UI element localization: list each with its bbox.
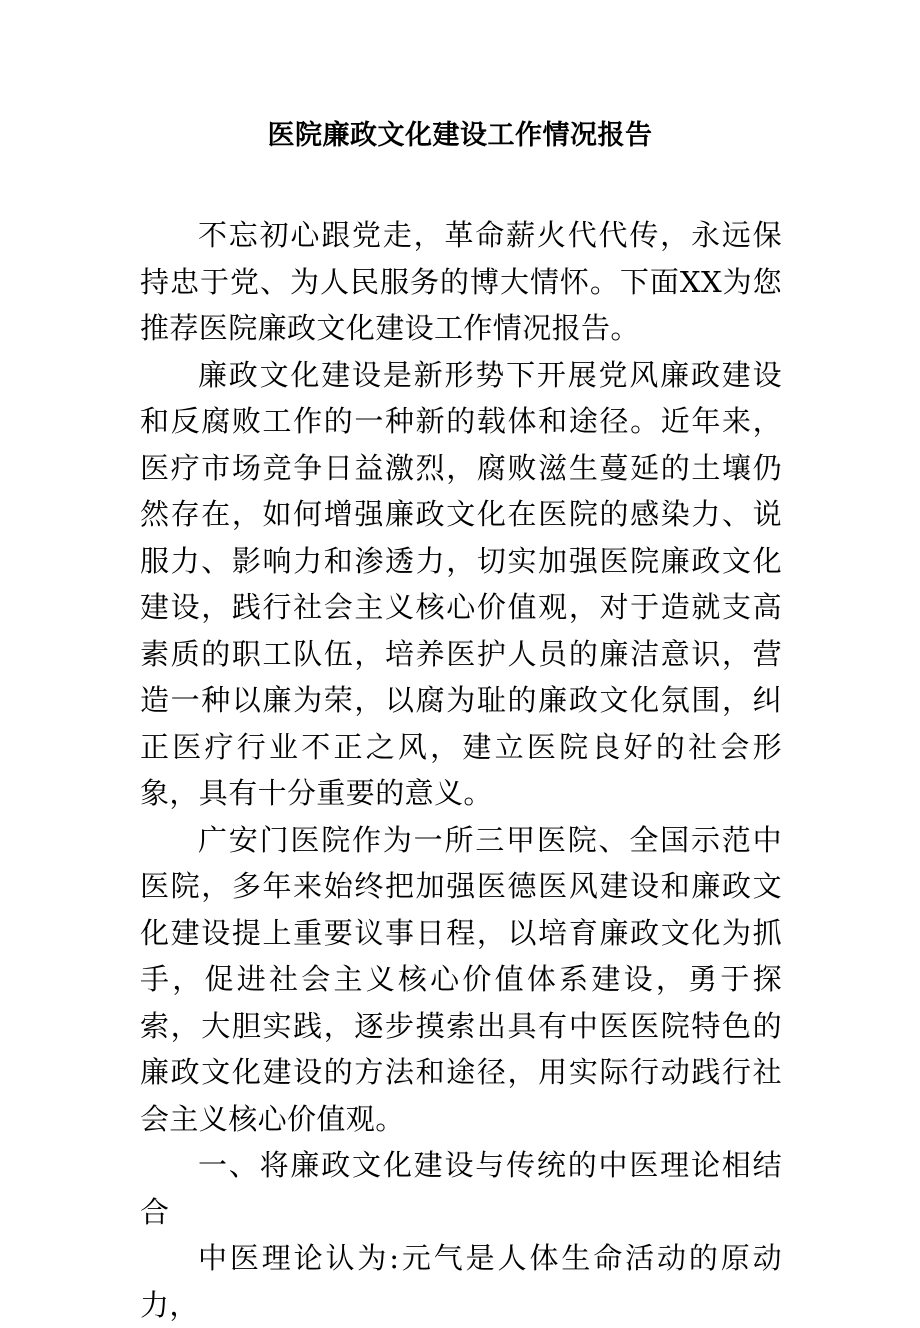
paragraph-background: 廉政文化建设是新形势下开展党风廉政建设和反腐败工作的一种新的载体和途径。近年来，医疗市场竞争日益激烈，腐败滋生蔓延的土壤仍然存在，如何增强廉政文化在医院的感染力、说服力、影响力和渗透力，切实加强医院廉政文化建设，践行社会主义核心价值观，对于造就支高素质的职工队伍，培养医护人员的廉洁意识，营造一种以廉为荣，以腐为耻的廉政文化氛围，纠正医疗行业不正之风，建立医院良好的社会形象，具有十分重要的意义。: [140, 357, 782, 810]
document-title: 医院廉政文化建设工作情况报告: [267, 120, 653, 151]
section-heading-1: 一、将廉政文化建设与传统的中医理论相结合: [140, 1148, 782, 1229]
paragraph-tcm-theory: 中医理论认为:元气是人体生命活动的原动力，: [140, 1241, 782, 1322]
paragraph-hospital: 广安门医院作为一所三甲医院、全国示范中医院，多年来始终把加强医德医风建设和廉政文化建设提上重要议事日程，以培育廉政文化为抓手，促进社会主义核心价值体系建设，勇于探索，大胆实践，逐步摸索出具有中医医院特色的廉政文化建设的方法和途径，用实际行动践行社会主义核心价值观。: [140, 822, 782, 1136]
paragraph-intro: 不忘初心跟党走，革命薪火代代传，永远保持忠于党、为人民服务的博大情怀。下面XX为您推荐医院廉政文化建设工作情况报告。: [140, 218, 782, 345]
document-body: [140, 212, 782, 1328]
